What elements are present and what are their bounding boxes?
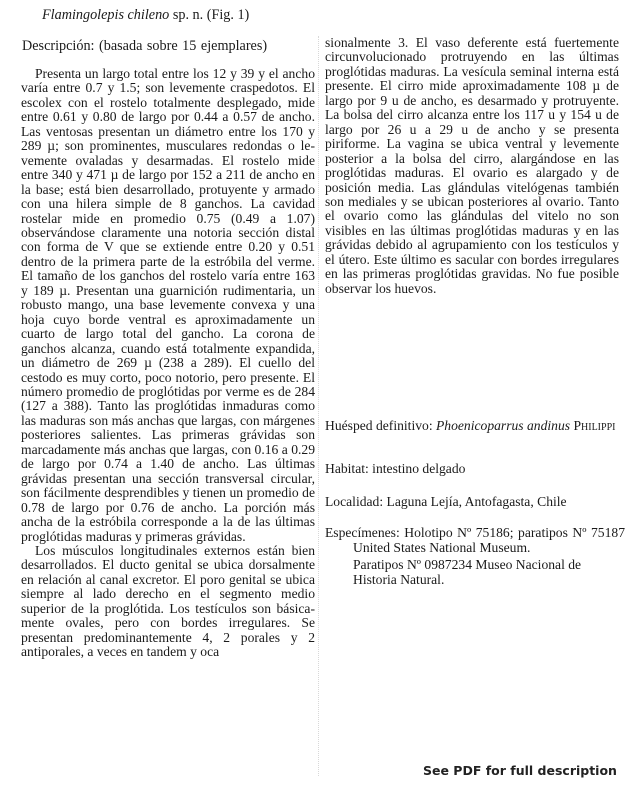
specimens-line-2: Paratipos Nº 0987234 Museo Nacional de Historia Natural.	[353, 557, 582, 587]
species-title	[42, 7, 249, 24]
specimens-entry	[325, 525, 625, 587]
left-column	[21, 67, 315, 660]
locality-entry: Localidad: Laguna Lejía, Antofagasta, Chile	[325, 494, 567, 509]
host-label: Huésped definitivo:	[325, 418, 436, 433]
species-suffix: sp. n. (Fig. 1)	[169, 7, 250, 23]
species-name: Flamingolepis chileno	[42, 7, 170, 23]
habitat-entry: Habitat: intestino delgado	[325, 461, 466, 476]
host-species: Phoenicoparrus andinus	[436, 418, 571, 433]
specimens-line-1: Especímenes: Holotipo Nº 75186; paratipos Nº 75187 United States National Museum.	[325, 525, 625, 555]
host-entry	[325, 418, 625, 433]
description-paragraph: Los músculos longitudinales externos están bien desarrollados. El ducto genital se ubica dorsalmente en relación al canal excretor. El poro genital se ubica siempre al lado derecho en el segmento medio superior de la proglótida. Los testículos son básicamente ovales, pero con bordes irregulares. Se presentan predominantemente 4, 2 porales y 2 antiporales, a veces en tandem y oca	[21, 542, 315, 660]
host-author: Philippi	[573, 418, 616, 433]
description-paragraph-continued: sionalmente 3. El vaso deferente está fuertemente circunvolucionado protruyendo en las últimas proglótidas maduras. La vesícula seminal interna está presente. El cirro mide aproximadamente 108 µ de largo por 9 u de ancho, es desarmado y protruyente. La bolsa del cirro alcanza entre los 117 u y 154 u de largo por 26 u a 29 u de ancho y se presenta piriforme. La vagina se ubica ventral y levemente posterior a la bolsa del cirro, alargándose en las proglótidas maduras. El ovario es alargado y de posición media. Las glándulas vitelógenas también son mediales y se ubican posteriores al ovario. Tanto el ovario como las glándulas del vitelo no son visibles en las últimas proglótidas maduras y en las grávidas debido al agrupamiento con los testículos y el útero. Este último es sacular con bordes irregulares en las primeras proglótidas gravidas. No fue posible observar los huevos.	[325, 35, 619, 296]
right-column	[325, 36, 619, 296]
description-paragraph: Presenta un largo total entre los 12 y 39 y el ancho varía entre 0.7 y 1.5; son levemente craspedotos. El escolex con el rostelo totalmente desplegado, mide entre 0.61 y 0.80 de largo por 0.44 a 0.57 de ancho. Las ventosas presentan un diámetro entre los 170 y 289 µ; son prominentes, musculares redondas o levemente ovaladas y desarmadas. El rostelo mide entre 340 y 471 µ de largo por 152 a 211 de ancho en la base; está bien desarrollado, protuyente y armado con una hilera simple de 8 ganchos. La cavidad rostelar mide en promedio 0.75 (0.49 a 1.07) observándose claramente una notoria sección distal con forma de V que se extiende entre 0.20 y 0.51 dentro de la primera parte de la estróbila del verme. El tamaño de los ganchos del rostelo varía entre 163 y 189 µ. Presentan una guarnición rudimentaria, un robusto mango, una base levemente convexa y una hoja cuyo borde ventral es aproximadamente un cuarto de largo total del gancho. La corona de ganchos alcanza, cuando está totalmente expandida, un diámetro de 269 µ (238 a 289). El cuello del cestodo es muy corto, poco notorio, pero presente. El número promedio de proglótidas por verme es de 284 (127 a 388). Tanto las proglótidas inmaduras como las maduras son más anchas que largas, con márgenes posteriores salientes. Las primeras grávidas son marcadamente más anchas que largas, con 0.16 a 0.29 de largo por 0.74 a 1.40 de ancho. Las últimas grávidas presentan una sección transversal circular, son fácilmente desprendibles y tienen un promedio de 0.78 de largo por 0.76 de ancho. La porción más ancha de la estróbila corresponde a la de las últimas proglótidas maduras y primeras grávidas.	[21, 66, 315, 544]
column-divider	[318, 36, 320, 776]
see-pdf-note: See PDF for full description	[423, 763, 617, 778]
description-subheading: Descripción: (basada sobre 15 ejemplares)	[22, 38, 268, 54]
